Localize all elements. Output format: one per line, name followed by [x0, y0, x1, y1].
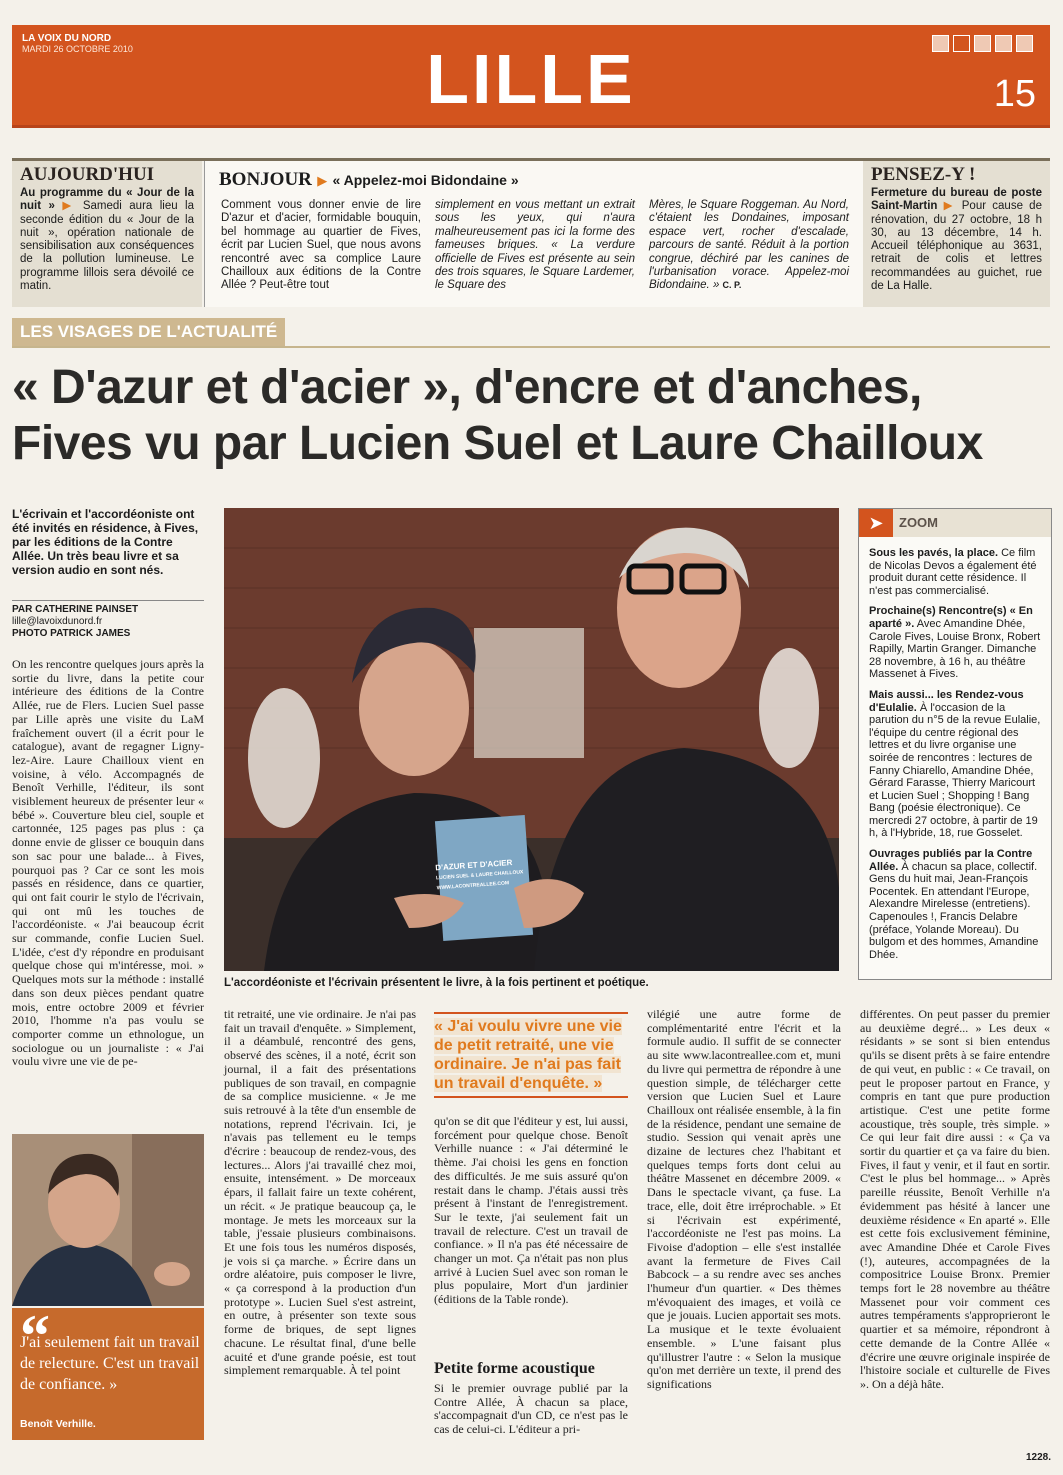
byline-photo: PHOTO PATRICK JAMES — [12, 628, 131, 639]
masthead — [12, 25, 1050, 128]
bonjour-box — [204, 161, 864, 307]
body-col-3: qu'on se dit que l'éditeur y est, lui aussi, forcément pour quelque chose. Benoît Verhille nuance : « J'ai déterminé le thème. J'ai choisi les gens en fonction des difficultés. Je me suis assuré qu'on restait dans le champ. J'étais aussi très présent à l'instant de l'enregistrement. Sur le texte, j'ai seulement fait un travail de relecture. C'est un travail de confiance. » Il n'a pas été nécessaire de changer un mot. Ça n'était pas non plus arrivé à Lucien Suel avec son roman le plus populaire, Mort d'un jardinier (éditions de la Table ronde). — [434, 1114, 628, 1307]
zoom-header — [859, 509, 1051, 537]
aujourdhui-title: AUJOURD'HUI — [20, 164, 155, 185]
pensez-box — [863, 161, 1050, 307]
body-col-1: On les rencontre quelques jours après la sortie du livre, dans la petite cour intérieure des éditions de la Contre Allée, rue de Flers. Lucien Suel passe par Lille après une visite du LaM fraîchement ouvert (il a écrit pour le catalogue), avant de regagner Ligny-lez-Aire. Laure Chailloux vient en voisine, à vélo. Accompagnés de Benoît Verhille, l'éditeur, ils sont visiblement heureux de présenter leur « bébé ». Couverture bleu ciel, souple et cartonnée, 125 pages pas plus : ça donne envie de glisser ce bouquin dans son sac pour une balade... à Fives, pourquoi pas ? Car ce sont les mois passés en résidence, dans ce quartier, qui ont fait courir le stylo de l'écrivain, qui ont mû les touches de l'accordéoniste. « J'ai beaucoup écrit sur commande, confie Lucien Suel. L'idée, c'est d'y répondre en produisant quelque chose qui m'intéresse, moi. » Quelques mots sur la méthode : installé dans son deux pièces pendant quatre mois, entre octobre 2009 et février 2010, l'homme n'a pas voulu se comporter comme un ethnologue, un sociologue ou un journaliste : « J'ai voulu vivre une vie de pe- — [12, 657, 204, 1069]
pensez-title: PENSEZ-Y ! — [871, 164, 976, 185]
body-col-4: vilégié une autre forme de complémentarité entre l'écrit et la formule audio. Il suffit de se connecter au site www.lacontreallee.com et, muni du livre qui permettra de répondre à une question simple, de télécharger cette version que Lucien Suel et Laure Chailloux ont réalisée ensemble, à la fin de la résidence, pendant une semaine de studio. Session qui venait après une dizaine de lectures chez l'habitant et quelques temps forts dont celui au théâtre Massenet en décembre 2009. « Dans le spectacle vivant, ça fuse. La trace, elle, doit être irréprochable. » Et si l'écrivain est expérimenté, l'accordéoniste ne l'est pas moins. La Fivoise d'adoption – elle s'est installée avant la fermeture de Fives Cail Babcock – a su rendre avec ses anches l'humeur d'un quartier. « Des thèmes m'évoquaient des images, et voilà ce que je jouais. Lucien apportait ses mots. La musique et le texte évoluaient ensemble. » L'une faisant plus qu'illustrer l'autre : « Selon la musique qu'on met derrière un texte, il prend des significations — [647, 1007, 841, 1391]
zoom-item — [869, 848, 1043, 961]
arrow-icon: ▶ — [317, 173, 328, 188]
headline-line-2: Fives vu par Lucien Suel et Laure Chailloux — [12, 417, 983, 470]
pull-quote — [434, 1012, 628, 1098]
zoom-item — [869, 689, 1043, 840]
book-title: D'AZUR ET D'ACIER — [435, 858, 513, 873]
decor-square — [932, 35, 949, 52]
bonjour-col-2: simplement en vous mettant un extrait sous les yeux, qui n'aura malheureusement pas ici la forme des fameuses briques. « La verdure officielle de Fives est présente au sein des trois squares, le Square Lardemer, le Square des — [435, 199, 635, 292]
bonjour-col-1: Comment vous donner envie de lire D'azur et d'acier, formidable bouquin, bel hommage au quartier de Fives, écrit par Lucien Suel, que nous avons rencontré avec sa complice Laure Chailloux aux éditions de la Contre Allée ? Peut-être tout — [221, 199, 421, 292]
body-col-3b: Si le premier ouvrage publié par la Contre Allée, À chacun sa place, s'accompagnait d'un CD, ce n'est pas le cas de celui-ci. L'éditeur a pri- — [434, 1381, 628, 1437]
portrait-quote-author: Benoît Verhille. — [20, 1418, 96, 1430]
aujourdhui-box — [12, 161, 202, 307]
zoom-item-head: Mais aussi... les Rendez-vous d'Eulalie. — [869, 688, 1024, 714]
kicker-rule — [12, 346, 1050, 348]
article-standfirst: L'écrivain et l'accordéoniste ont été invités en résidence, à Fives, par les éditions de la Contre Allée. Un très beau livre et sa version audio en sont nés. — [12, 507, 199, 577]
arrow-icon: ➤ — [859, 509, 893, 537]
briefs-band — [12, 158, 1050, 307]
zoom-item-head: Sous les pavés, la place. — [869, 547, 999, 559]
arrow-icon: ▶ — [943, 200, 956, 213]
byline-email: lille@lavoixdunord.fr — [12, 616, 103, 627]
section-title: LILLE — [426, 40, 636, 118]
subheading: Petite forme acoustique — [434, 1360, 595, 1377]
byline-author: PAR CATHERINE PAINSET — [12, 604, 139, 615]
byline — [12, 600, 204, 640]
arrow-icon: ▶ — [62, 200, 76, 213]
headline-line-1: « D'azur et d'acier », d'encre et d'anches, — [12, 361, 922, 414]
zoom-item — [869, 605, 1043, 681]
page-number: 15 — [993, 73, 1036, 115]
issue-date: MARDI 26 OCTOBRE 2010 — [22, 44, 133, 54]
photo-illustration — [224, 508, 839, 971]
decor-square — [995, 35, 1012, 52]
zoom-item-text: À l'occasion de la parution du n°5 de la revue Eulalie, l'équipe du centre régional des lettres et du livre organise une soirée de rencontres : lectures de Fanny Chiarello, Amandine Dhée, Gérard Farasse, Thierry Maricourt et Lucien Suel ; Shopping ! Bang Bang (poésie électronique). Ce mercredi 27 octobre, à partir de 19 h, à l'Hybride, 18, rue Gosselet. — [869, 701, 1041, 840]
bonjour-title: BONJOUR — [219, 169, 312, 190]
zoom-item — [869, 547, 1043, 597]
portrait-quote-box — [12, 1303, 204, 1440]
zoom-item-head: Prochaine(s) Rencontre(s) « En aparté ». — [869, 605, 1033, 630]
portrait-quote-text: J'ai seulement fait un travail de relecture. C'est un travail de confiance. » — [20, 1334, 200, 1393]
bonjour-col-3 — [649, 199, 849, 293]
page-code: 1228. — [1025, 1452, 1051, 1463]
zoom-item-text: Avec Amandine Dhée, Carole Fives, Louise Bronx, Robert Rapilly, Martin Granger. Dimanche 28 novembre, à 16 h, au théâtre Massenet à Fives. — [869, 617, 1041, 681]
decor-square — [1016, 35, 1033, 52]
photo-caption: L'accordéoniste et l'écrivain présentent le livre, à la fois pertinent et poétique. — [224, 977, 649, 989]
book-subtitle: LUCIEN SUEL & LAURE CHAILLOUX — [435, 869, 524, 882]
section-kicker — [12, 318, 285, 346]
decor-square — [974, 35, 991, 52]
pensez-body: Pour cause de rénovation, du 27 octobre, 18 h 30, au 13 décembre, 14 h. Accueil téléphonique au 3631, retrait de colis et lettres recommandées au guichet, rue de La Halle. — [871, 200, 1042, 293]
kicker-label: LES VISAGES DE L'ACTUALITÉ — [12, 318, 285, 346]
quote-icon: “ — [20, 1303, 50, 1369]
zoom-item-text: Ce film de Nicolas Devos a également été produit durant cette résidence. Il n'est pas commercialisé. — [869, 547, 1037, 597]
zoom-box — [858, 508, 1052, 980]
decor-square — [953, 35, 970, 52]
aujourdhui-lead: Au programme du « Jour de la nuit » — [20, 187, 194, 213]
article-headline — [12, 360, 1057, 472]
aujourdhui-body: Samedi aura lieu la seconde édition du « Jour de la nuit », opération nationale de sensibilisation aux conséquences de la pollution lumineuse. Le programme lillois sera dévoilé ce matin. — [20, 200, 194, 293]
zoom-body — [869, 547, 1043, 969]
body-col-2: tit retraité, une vie ordinaire. Je n'ai pas fait un travail d'enquête. » Simplement, il a déambulé, rencontré des gens, observé des scènes, il a noté, écrit son journal, il a fait des présentations publiques de son travail, en compagnie de sa complice musicienne. « Je me suis retrouvé à la tête d'un ensemble de notations, reprend l'écrivain. Ici, je n'avais pas tellement eu le temps d'écrire : beaucoup de rendez-vous, des lectures... Alors j'ai travaillé chez moi, ensuite, intensément. » De morceaux épars, il fallait faire un texte cohérent, un récit. « Je pratique beaucoup ça, le montage. Je mets les morceaux sur la table, j'essaie plusieurs combinaisons. Et une fois tous les numéros disposés, je vois si ça marche. » Écrire dans un ordre aléatoire, puis composer le livre, « ça correspond à la production d'un prototype ». Lucien Suel s'est astreint, en outre, à présenter son texte sous forme de briques, de sept lignes chacune. Le résultat final, d'une belle acuité et d'une grande poésie, est tout simplement remarquable. À tel point — [224, 1007, 416, 1378]
main-photo — [224, 508, 839, 971]
portrait-illustration — [12, 1134, 204, 1306]
zoom-item-head: Ouvrages publiés par la Contre Allée. — [869, 848, 1033, 873]
bonjour-col-3-text: Mères, le Square Roggeman. Au Nord, c'étaient les Dondaines, imposant espace vert, rocher d'escalade, parcours de santé. Réduit à la portion congrue, déchiré par les canines de l'urbanisation vorace. Appelez-moi Bidondaine. » — [649, 199, 849, 292]
portrait-photo — [12, 1134, 204, 1306]
zoom-item-text: À chacun sa place, collectif. Gens du huit mai, Jean-François Pocentek. En attendant l'Europe, Alexandre Mirelesse (entretiens). Capenoules !, Francis Delabre (préface, Yolande Moreau). Du bulgom et des hommes, Amandine Dhée. — [869, 860, 1039, 961]
paper-name: LA VOIX DU NORD — [22, 33, 112, 44]
zoom-title: ZOOM — [899, 515, 938, 530]
bonjour-sign: C. P. — [722, 280, 742, 291]
book-site: WWW.LACONTREALLEE.COM — [436, 880, 510, 892]
pensez-lead: Fermeture du bureau de poste Saint-Martin — [871, 187, 1042, 213]
pull-quote-text: « J'ai voulu vivre une vie de petit retraité, une vie ordinaire. Je n'ai pas fait un travail d'enquête. » — [434, 1018, 622, 1092]
body-col-5: différentes. On peut passer du premier au deuxième degré... » Les deux « résidants » se sont si bien entendus qu'ils se disent prêts à se faire entendre de qui veut, en public : « Ce travail, on peut le proposer partout en France, y compris en tant que pure production artistique. C'est une petite forme acoustique, très souple, très simple. » Ce qui leur fait dire aussi : « Ça va sortir du quartier et ça va faire du bien. Fives, il faut y venir, et il faut en sortir. C'est le plus bel hommage... » Après pareille réussite, Benoît Verhille n'a évidemment pas hésité à lancer une deuxième résidence « En aparté ». Elle est cette fois exclusivement féminine, avec Amandine Dhée et Carole Fives (!), auteures, accompagnées de la compositrice Louise Bronx. Premier temps fort le 28 novembre au théâtre Massenet pour voir comment ces autres tempéraments s'approprieront le quartier et sa mémoire, répondront à cette demande de la Contre Allée « d'écrire une œuvre originale inspirée de l'histoire sociale et culturelle de Fives ». On a déjà hâte. — [860, 1007, 1050, 1391]
bonjour-subtitle: « Appelez-moi Bidondaine » — [332, 172, 519, 188]
